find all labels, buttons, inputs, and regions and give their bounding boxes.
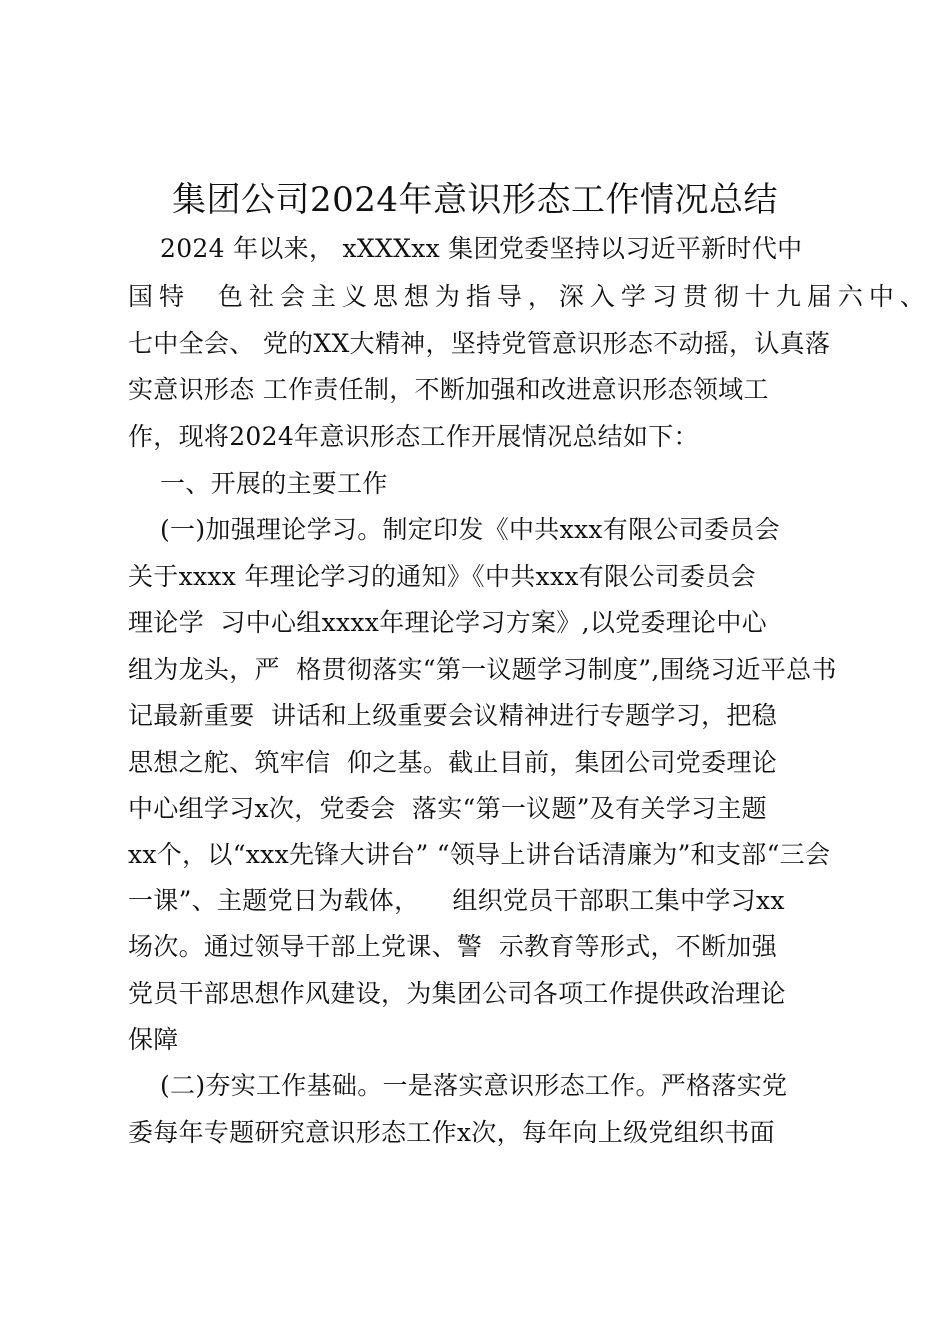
paragraph-line: 七中全会、 党的XX大精神，坚持党管意识形态不动摇，认真落 — [128, 329, 831, 358]
paragraph-line: (二)夯实工作基础。一是落实意识形态工作。严格落实党 — [160, 1071, 788, 1100]
paragraph-line: 2024 年以来， xXXXxx 集团党委坚持以习近平新时代中 — [160, 234, 803, 263]
paragraph-line: 一课”、主题党日为载体， 组织党员干部职工集中学习xx — [128, 886, 785, 915]
paragraph-line: 中心组学习x次，党委会 落实“第一议题”及有关学习主题 — [128, 794, 767, 823]
paragraph-line: 委每年专题研究意识形态工作x次，每年向上级党组织书面 — [128, 1118, 775, 1147]
paragraph-line: 记最新重要 讲话和上级重要会议精神进行专题学习，把稳 — [128, 701, 777, 730]
paragraph-line: 实意识形态 工作责任制，不断加强和改进意识形态领域工 — [128, 375, 769, 404]
paragraph-line: 党员干部思想作风建设，为集团公司各项工作提供政治理论 — [128, 979, 786, 1008]
paragraph-line: 思想之舵、筑牢信 仰之基。截止目前，集团公司党委理论 — [128, 748, 777, 777]
document-title: 集团公司2024年意识形态工作情况总结 — [171, 180, 779, 220]
paragraph-line: 场次。通过领导干部上党课、警 示教育等形式，不断加强 — [128, 932, 777, 961]
paragraph-line: 理论学 习中心组xxxx年理论学习方案》,以党委理论中心 — [128, 608, 767, 637]
paragraph-line: xx个，以“xxx先锋大讲台” “领导上讲台话清廉为”和支部“三会 — [128, 840, 831, 869]
paragraph-line: 国特 色社会主义思想为指导，深入学习贯彻十九届六中、 — [128, 282, 931, 311]
paragraph-line: 保障 — [128, 1025, 179, 1054]
paragraph-line: 关于xxxx 年理论学习的通知》《中共xxx有限公司委员会 — [128, 562, 756, 591]
section-heading: 一、开展的主要工作 — [160, 469, 388, 498]
paragraph-line: 组为龙头，严 格贯彻落实“第一议题学习制度”,围绕习近平总书 — [128, 655, 837, 684]
paragraph-line: (一)加强理论学习。制定印发《中共xxx有限公司委员会 — [160, 515, 780, 544]
paragraph-line: 作，现将2024年意识形态工作开展情况总结如下： — [128, 422, 699, 451]
